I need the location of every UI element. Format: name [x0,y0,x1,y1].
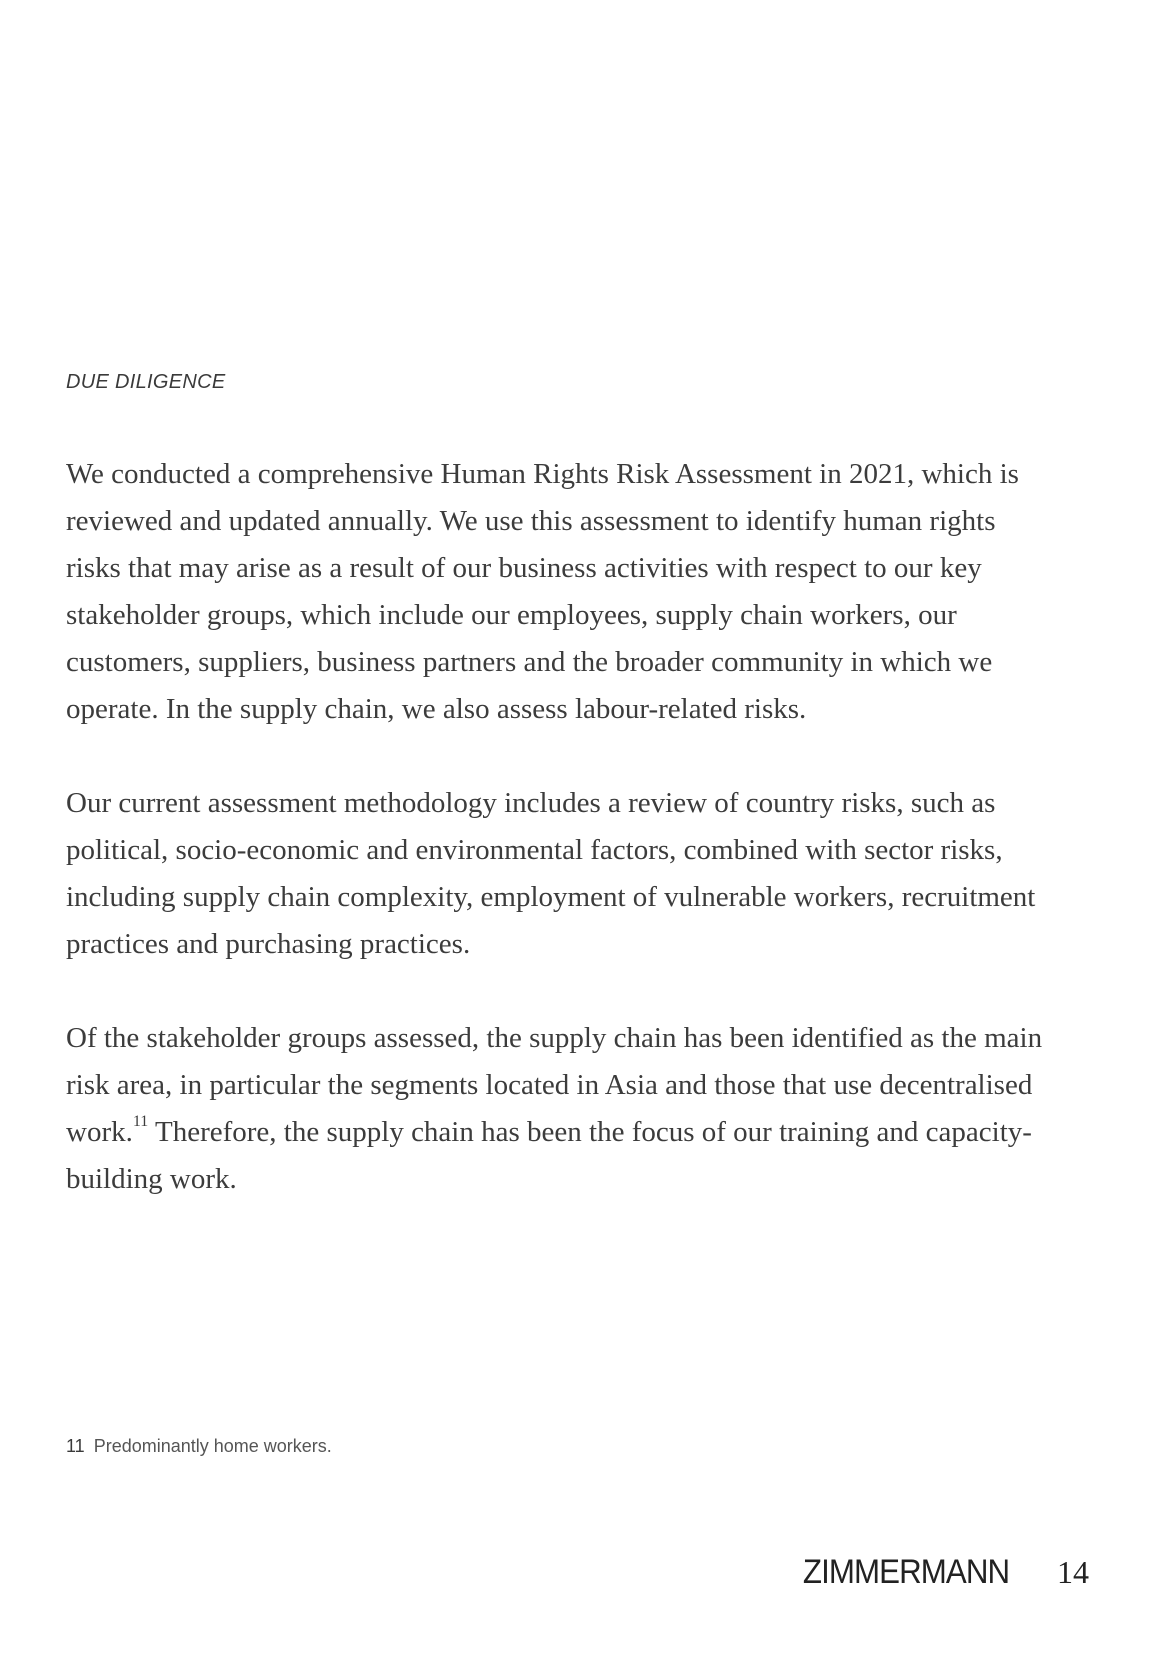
footnote-reference[interactable]: 11 [132,1113,149,1131]
footnote-text: Predominantly home workers. [93,1436,332,1456]
paragraph-3 [66,1015,1046,1203]
paragraph-3-text-end: Therefore, the supply chain has been the focus of our training and capacity-building work. [66,1116,1032,1195]
section-heading: DUE DILIGENCE [66,371,226,393]
paragraph-2: Our current assessment methodology includes a review of country risks, such as political, socio-economic and environmental factors, combined with sector risks, including supply chain complexity, employment of vulnerable workers, recruitment practices and purchasing practices. [66,787,1036,960]
brand-logo: ZIMMERMANN [802,1553,1009,1591]
body-text [66,451,1046,1250]
paragraph-1: We conducted a comprehensive Human Rights Risk Assessment in 2021, which is reviewed and updated annually. We use this assessment to identify human rights risks that may arise as a result of our business activities with respect to our key stakeholder groups, which include our employees, supply chain workers, our customers, suppliers, business partners and the broader community in which we operate. In the supply chain, we also assess labour-related risks. [66,458,1019,725]
paragraph-3-text-start: Of the stakeholder groups assessed, the supply chain has been identified as the main risk area, in particular the segments located in Asia and those that use decentralised work. [66,1022,1043,1148]
footnote [66,1436,332,1457]
page-footer [785,1553,1089,1592]
page-number: 14 [1057,1554,1089,1590]
footnote-number: 11 [66,1436,85,1456]
